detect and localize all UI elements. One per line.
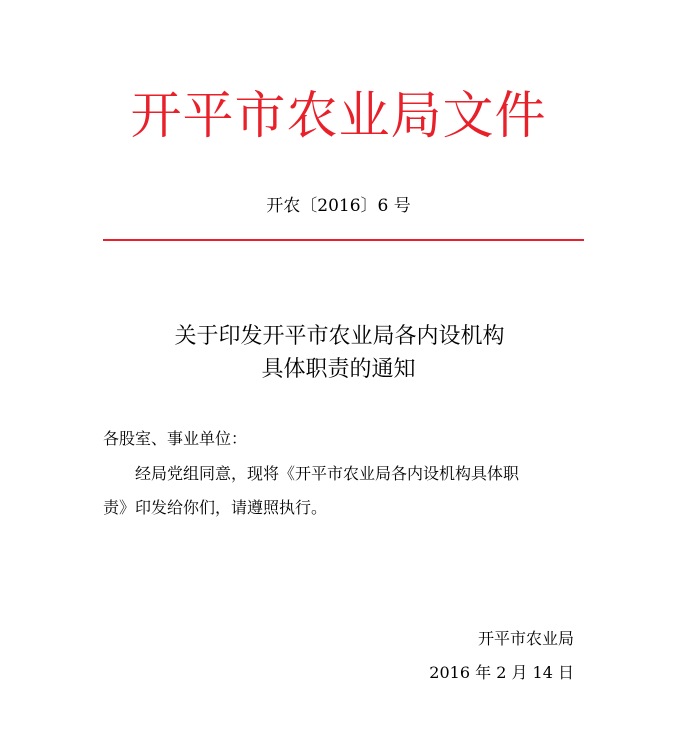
document-number: 开农〔2016〕6 号 — [266, 196, 411, 216]
red-divider-line — [103, 239, 584, 241]
signature-date: 2016 年 2 月 14 日 — [429, 663, 574, 682]
notice-title-line-1: 关于印发开平市农业局各内设机构 — [174, 324, 505, 349]
notice-title-line-2: 具体职责的通知 — [261, 357, 416, 382]
signature-block — [429, 622, 574, 690]
signature-organization: 开平市农业局 — [477, 629, 574, 648]
body-paragraph — [103, 457, 581, 525]
body-paragraph-line-1: 经局党组同意，现将《开平市农业局各内设机构具体职 — [135, 464, 520, 483]
salutation: 各股室、事业单位： — [103, 429, 248, 448]
notice-title — [0, 322, 677, 385]
body-paragraph-line-2: 责》印发给你们，请遵照执行。 — [103, 498, 328, 517]
issuer-header-title: 开平市农业局文件 — [130, 87, 547, 146]
